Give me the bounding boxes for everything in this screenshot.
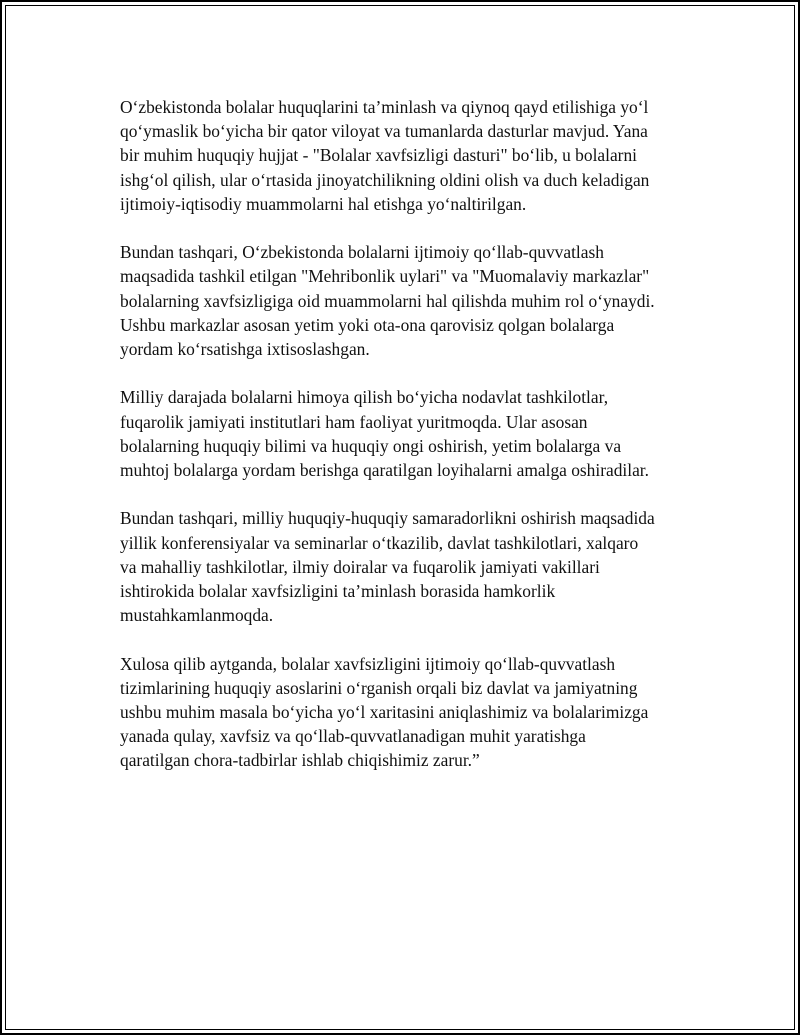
paragraph-2: Bundan tashqari, O‘zbekistonda bolalarni ijtimoiy qo‘llab-quvvatlash maqsadida tashkil etilgan "Mehribonlik uylari" va "Muomalaviy markazlar" bolalarning xavfsizligiga oid muammolarni hal qilishda muhim rol o‘ynaydi. Ushbu markazlar asosan yetim yoki ota-ona qarovisiz qolgan bolalarga yordam ko‘rsatishga ixtisoslashgan. xyxy=(120,242,655,360)
paragraph-4: Bundan tashqari, milliy huquqiy-huquqiy samaradorlikni oshirish maqsadida yillik konferensiyalar va seminarlar o‘tkazilib, davlat tashkilotlari, xalqaro va mahalliy tashkilotlar, ilmiy doiralar va fuqarolik jamiyati vakillari ishtirokida bolalar xavfsizligini ta’minlash borasida hamkorlik mustahkamlanmoqda. xyxy=(120,508,655,626)
paragraph-1: O‘zbekistonda bolalar huquqlarini ta’minlash va qiynoq qayd etilishiga yo‘l qo‘ymaslik bo‘yicha bir qator viloyat va tumanlarda dasturlar mavjud. Yana bir muhim huquqiy hujjat - "Bolalar xavfsizligi dasturi" bo‘lib, u bolalarni ishg‘ol qilish, ular o‘rtasida jinoyatchilikning oldini olish va duch keladigan ijtimoiy-iqtisodiy muammolarni hal etishga yo‘naltirilgan. xyxy=(120,97,650,214)
paragraph-5: Xulosa qilib aytganda, bolalar xavfsizligini ijtimoiy qo‘llab-quvvatlash tizimlarining huquqiy asoslarini o‘rganish orqali biz davlat va jamiyatning ushbu muhim masala bo‘yicha yo‘l xaritasini aniqlashimiz va bolalarimizga yanada qulay, xavfsiz va qo‘llab-quvvatlanadigan muhit yaratishga qaratilgan chora-tadbirlar ishlab chiqishimiz zarur.” xyxy=(120,653,649,771)
paragraph-3: Milliy darajada bolalarni himoya qilish bo‘yicha nodavlat tashkilotlar, fuqarolik jamiyati institutlari ham faoliyat yuritmoqda. Ular asosan bolalarning huquqiy bilimi va huquqiy ongi oshirish, yetim bolalarga va muhtoj bolalarga yordam berishga qaratilgan loyihalarni amalga oshiradilar. xyxy=(120,387,649,481)
document-body xyxy=(120,95,690,797)
